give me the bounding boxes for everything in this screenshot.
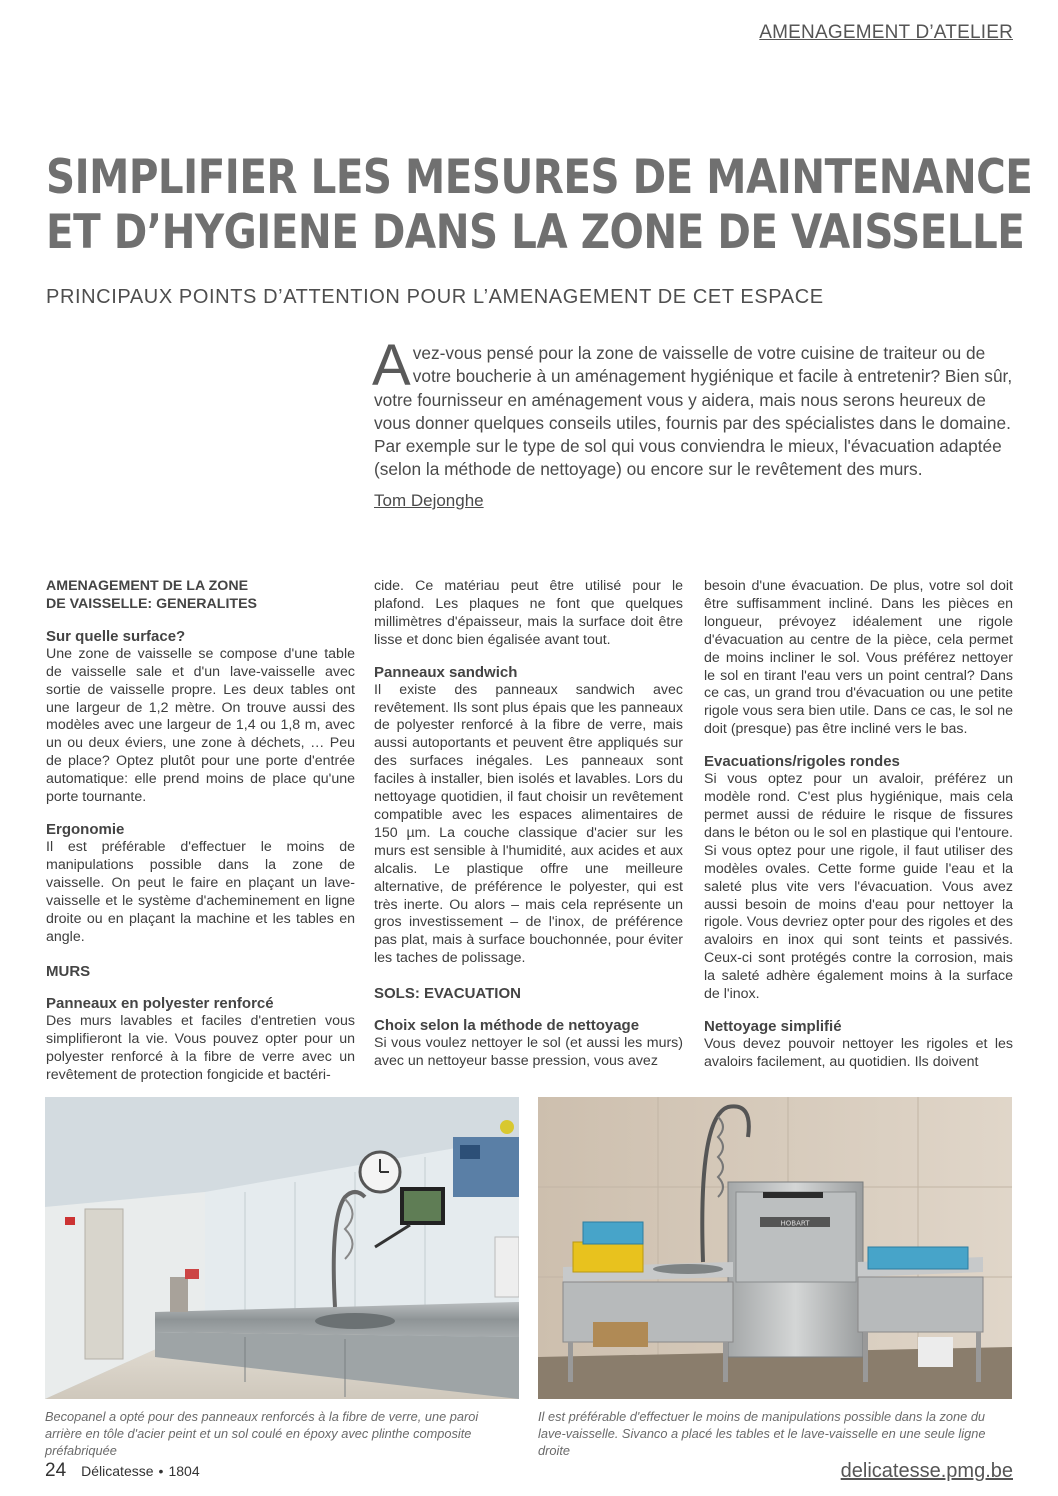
paragraph-sandwich: Il existe des panneaux sandwich avec revêtement. Ils sont plus épais que les panneaux de polyester renforcé à la fibre de verre, mais aussi autoportants et peuvent être appliqués sur des surfaces inégales. Les panneaux sont faciles à installer, bien isolés et lavables. Lors du nettoyage quotidien, il faut choisir un revêtement compatible avec les espaces alimentaires de 150 µm. La couche classique d'acier sur les murs est sensible à l'humidité, aux acides et aux alcalis. Le plastique offre une meilleure alternative, de préférence le polyester, qui est très inerte. Ou alors – mais cela représente un gros investissement – de l'inox, de préférence pas plat, mais à surface bouchonnée, pour éviter les taches de polissage. bbox=[374, 681, 683, 967]
text-column-2 bbox=[374, 578, 683, 1071]
paragraph-ergonomie: Il est préférable d'effectuer le moins de manipulations possible dans la zone de vaisselle. On peut le faire en plaçant un lave-vaisselle et le système d'acheminement en ligne droite ou en plaçant la machine et les tables en angle. bbox=[46, 838, 355, 945]
article-title bbox=[46, 150, 1033, 260]
paragraph-surface: Une zone de vaisselle se compose d'une table de vaisselle sale et d'un lave-vaisselle avec sortie de vaisselle propre. Les deux tables ont une largeur de 1,2 mètre. On trouve aussi des modèles avec une largeur de 1,4 ou 1,8 m, avec un ou deux éviers, une zone à déchets, … Peu de place? Optez plutôt pour une porte d'entrée automatique: elle prend moins de place qu'une porte tournante. bbox=[46, 645, 355, 806]
section-heading-line: AMENAGEMENT DE LA ZONE bbox=[46, 578, 249, 594]
section-tag: AMENAGEMENT D’ATELIER bbox=[759, 22, 1013, 43]
section-heading-murs: MURS bbox=[46, 963, 91, 981]
photo-kitchen-corridor bbox=[45, 1097, 519, 1399]
photo-caption-1: Becopanel a opté pour des panneaux renforcés à la fibre de verre, une paroi arrière en tôle d'acier peint et un sol coulé en époxy avec plinthe composite préfabriquée bbox=[45, 1409, 479, 1458]
section-heading-generalites bbox=[46, 578, 355, 614]
author-byline: Tom Dejonghe bbox=[374, 491, 484, 510]
subheading-evacuations: Evacuations/rigoles rondes bbox=[704, 753, 900, 771]
paragraph-evacuations: Si vous optez pour un avaloir, préférez un modèle rond. C'est plus hygiénique, mais cela permet aussi de réduire le risque de fissures dans le béton ou le sol en plastique qui l'entoure. Si vous optez pour une rigole, il faut utiliser des modèles ovales. Cette forme guide l'eau et la saleté plus vite vers l'évacuation. Vous avez aussi besoin de moins d'eau pour nettoyer la rigole. Vous devriez opter pour des rigoles et des avaloirs en inox qui sont teints et passivés. Ceux-ci sont protégés contre la corrosion, mais la saleté adhère également moins à la surface de l'inox. bbox=[704, 771, 1013, 1003]
drop-cap: A bbox=[372, 333, 411, 398]
machine-brand-label: HOBART bbox=[780, 1219, 810, 1228]
title-line-1: SIMPLIFIER LES MESURES DE MAINTENANCE bbox=[46, 150, 1033, 205]
photo-caption-2: Il est préférable d'effectuer le moins de manipulations possible dans la zone du lave-vaisselle. Sivanco a placé les tables et le lave-vaisselle en une seule ligne droite bbox=[538, 1409, 986, 1458]
footer-folio bbox=[45, 1460, 200, 1482]
subheading-polyester: Panneaux en polyester renforcé bbox=[46, 995, 274, 1013]
separator: • bbox=[158, 1463, 164, 1479]
paragraph-continued: besoin d'une évacuation. De plus, votre sol doit être suffisamment incliné. Dans les pièces en longueur, prévoyez idéalement une rigole d'évacuation au centre de la pièce, cela permet de moins incliner le sol. Vous préférez nettoyer le sol en tirant l'eau vers un point central? Dans ce cas, un grand trou d'évacuation ou une petite rigole vous sera bien utile. Dans ce cas, le sol ne doit (presque) pas être incliné vers le bas. bbox=[704, 578, 1013, 738]
website-link[interactable]: delicatesse.pmg.be bbox=[840, 1460, 1013, 1482]
subheading-surface: Sur quelle surface? bbox=[46, 627, 186, 645]
issue-number: 1804 bbox=[168, 1463, 200, 1479]
paragraph-nettoyage: Vous devez pouvoir nettoyer les rigoles et les avaloirs facilement, au quotidien. Ils doivent bbox=[704, 1035, 1013, 1070]
photo-dishwasher-line bbox=[538, 1097, 1012, 1399]
paragraph-continued: cide. Ce matériau peut être utilisé pour le plafond. Les plaques ne font que quelques millimètres d'épaisseur, mais la surface doit être lisse et donc bien égalisée avant tout. bbox=[374, 578, 683, 648]
subheading-nettoyage: Nettoyage simplifié bbox=[704, 1017, 842, 1035]
text-column-3 bbox=[704, 578, 1013, 1072]
paragraph-choix: Si vous voulez nettoyer le sol (et aussi les murs) avec un nettoyeur basse pression, vous avez bbox=[374, 1035, 683, 1070]
paragraph-polyester: Des murs lavables et faciles d'entretien vous simplifieront la vie. Vous pouvez opter pour un polyester renforcé à la fibre de verre avec un revêtement de protection fongicide et bactéri- bbox=[46, 1013, 355, 1084]
subheading-choix: Choix selon la méthode de nettoyage bbox=[374, 1017, 640, 1035]
page-number: 24 bbox=[45, 1460, 67, 1481]
intro-paragraph bbox=[372, 333, 1014, 482]
title-line-2: ET D’HYGIENE DANS LA ZONE DE VAISSELLE bbox=[46, 205, 1025, 260]
article-subtitle: PRINCIPAUX POINTS D’ATTENTION POUR L’AMENAGEMENT DE CET ESPACE bbox=[46, 286, 824, 308]
section-heading-sols: SOLS: EVACUATION bbox=[374, 985, 521, 1003]
text-column-1 bbox=[46, 578, 355, 1085]
subheading-ergonomie: Ergonomie bbox=[46, 820, 125, 838]
section-heading-line: DE VAISSELLE: GENERALITES bbox=[46, 595, 257, 612]
magazine-name: Délicatesse bbox=[81, 1463, 154, 1479]
intro-text: vez-vous pensé pour la zone de vaisselle de votre cuisine de traiteur ou de votre boucherie à un aménagement hygiénique et facile à entretenir? Bien sûr, votre fournisseur en aménagement vous y aidera, mais nous serons heureux de vous donner quelques conseils utiles, fournis par des spécialistes dans le domaine. Par exemple sur le type de sol qui vous conviendra le mieux, l'évacuation adaptée (selon la méthode de nettoyage) ou encore sur le revêtement des murs. bbox=[374, 343, 1013, 480]
subheading-sandwich: Panneaux sandwich bbox=[374, 663, 518, 681]
